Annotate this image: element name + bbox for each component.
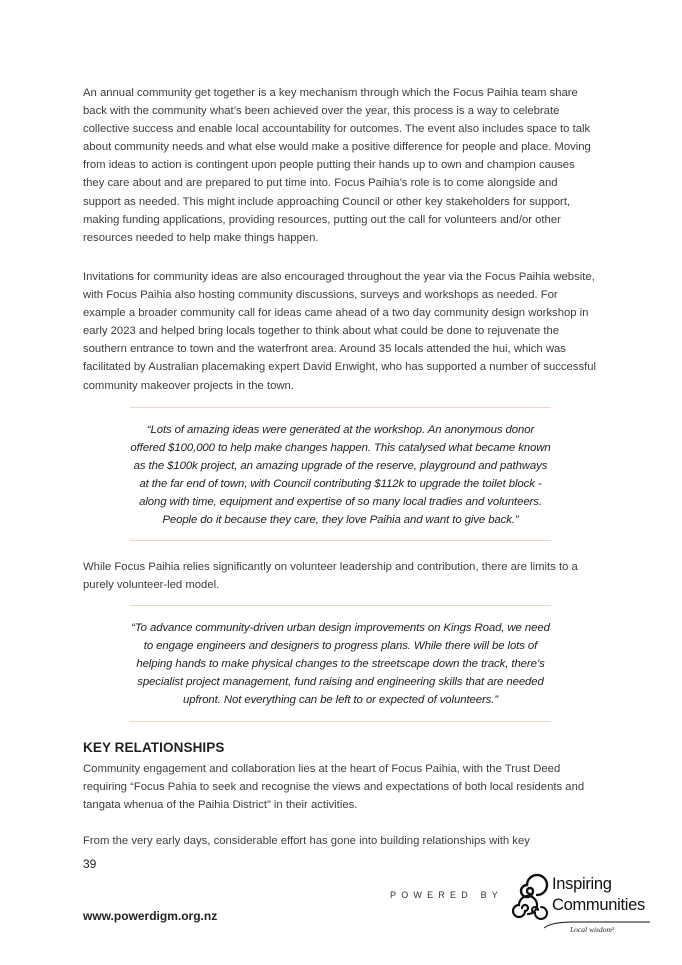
paragraph-community-ideas: Invitations for community ideas are also encouraged throughout the year via the Focus Paihia website, with Focus Paihia also hosting community discussions, surveys and workshops as needed. For example a broader community call for ideas came ahead of a two day community design workshop in early 2023 and helped bring locals together to think about what could be done to rejuvenate the southern entrance to town and the waterfront area. Around 35 locals attended the hui, which was facilitated by Australian placemaking expert David Enwight, who has supported a number of successful community makeover projects in the town.	[83, 271, 597, 392]
inspiring-communities-logo	[508, 866, 658, 938]
quote-text-workshop: “Lots of amazing ideas were generated at the workshop. An anonymous donor offered $100,000 to help make changes happen. This catalysed what became known as the $100k project, an amazing upgrade of the reserve, playground and pathways at the far end of town, with Council contributing $112k to upgrade the toilet block - along with time, equipment and expertise of so many local tradies and volunteers. People do it because they care, they love Paihia and want to give back.”	[130, 424, 551, 527]
website-url[interactable]: www.powerdigm.org.nz	[83, 909, 218, 923]
page-number: 39	[83, 857, 97, 871]
quote-text-kings-road: “To advance community-driven urban design improvements on Kings Road, we need to engage engineers and designers to progress plans. While there will be lots of helping hands to make physical changes to the streetscape down the track, there’s specialist project management, fund raising and engineering skills that are needed upfront. Not everything can be left to or expected of volunteers.”	[131, 622, 550, 707]
paragraph-community-engagement: Community engagement and collaboration lies at the heart of Focus Paihia, with the Trust Deed requiring “Focus Pahia to seek and recognise the views and expectations of both local residents and tangata whenua of the Paihia District” in their activities.	[83, 763, 585, 812]
paragraph-annual-get-together: An annual community get together is a key mechanism through which the Focus Paihia team share back with the community what’s been achieved over the year, this process is a way to celebrate collective success and enable local accountability for outcomes. The event also includes space to talk about community needs and what else would make a positive difference for people and place. Moving from ideas to action is contingent upon people putting their hands up to own and champion causes they care about and are prepared to put time into. Focus Paihia’s role is to come alongside and support as needed. This might include approaching Council or other key stakeholders for support, making funding applications, providing resources, putting out the call for volunteers and/or other resources needed to help make things happen.	[83, 87, 591, 244]
spiral-icon	[508, 868, 552, 920]
logo-tagline: Local wisdom²	[570, 925, 615, 934]
paragraph-early-days: From the very early days, considerable effort has gone into building relationships with key	[83, 835, 530, 847]
logo-word-inspiring: Inspiring	[552, 875, 612, 893]
section-heading-key-relationships: KEY RELATIONSHIPS	[83, 740, 225, 755]
pull-quote-workshop	[130, 407, 551, 541]
pull-quote-kings-road	[130, 605, 551, 722]
logo-word-communities: Communities	[552, 896, 645, 914]
paragraph-volunteer-limits: While Focus Paihia relies significantly on volunteer leadership and contribution, there are limits to a purely volunteer-led model.	[83, 561, 578, 592]
powered-by-label: POWERED BY	[390, 890, 504, 900]
